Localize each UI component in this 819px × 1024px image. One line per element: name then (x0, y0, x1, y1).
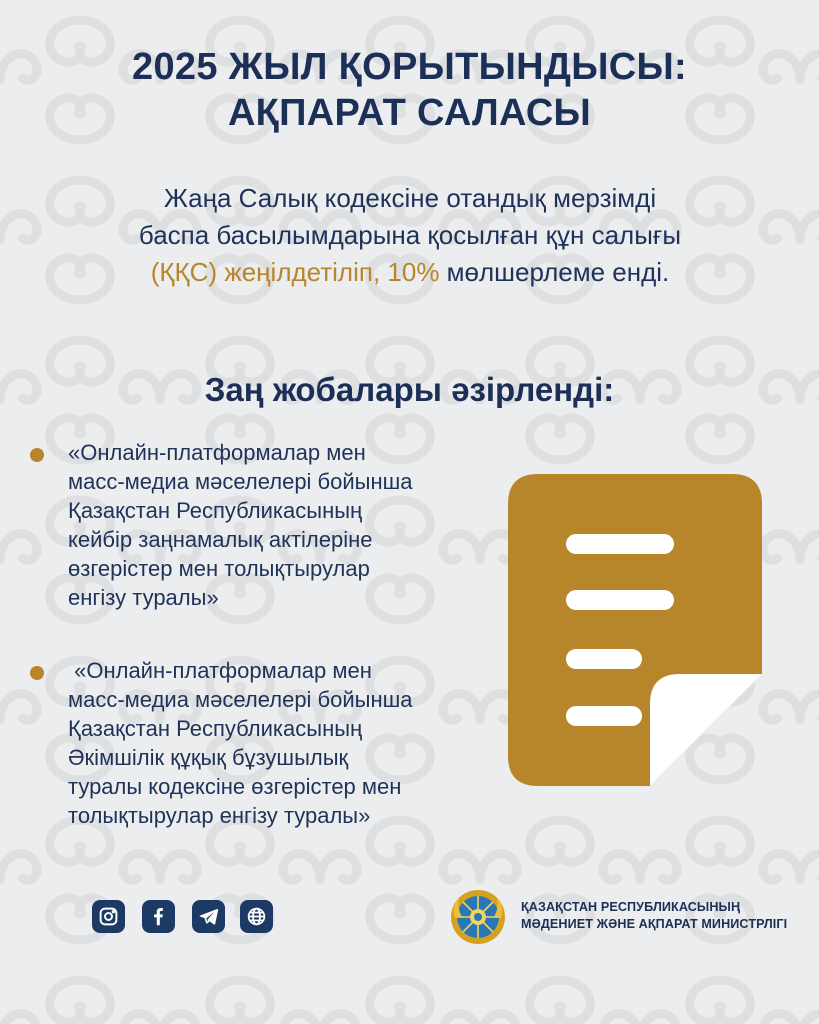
bill-text-line: «Онлайн-платформалар мен (68, 658, 372, 683)
title-line-1: 2025 ЖЫЛ ҚОРЫТЫНДЫСЫ: (132, 46, 687, 88)
kazakhstan-emblem-icon (449, 888, 507, 946)
bill-text-line: өзгерістер мен толықтырулар (68, 556, 370, 581)
intro-line-3-rest: мөлшерлеме енді. (439, 257, 670, 287)
ministry-line-2: МӘДЕНИЕТ ЖӘНЕ АҚПАРАТ МИНИСТРЛІГІ (521, 917, 788, 931)
intro-line-2: баспа басылымдарына қосылған құн салығы (138, 220, 682, 250)
facebook-icon[interactable] (142, 900, 175, 933)
vat-highlight: (ҚҚС) жеңілдетіліп, 10% (150, 257, 440, 287)
instagram-icon[interactable] (92, 900, 125, 933)
telegram-icon[interactable] (192, 900, 225, 933)
page-title (0, 44, 819, 136)
intro-line-1: Жаңа Салық кодексіне отандық мерзімді (163, 183, 657, 213)
bill-text-line: Қазақстан Республикасының (68, 498, 363, 523)
bills-section-title: Заң жобалары әзірленді: (204, 371, 615, 408)
bill-text-line: Қазақстан Республикасының (68, 716, 363, 741)
bill-text-line: Әкімшілік құқық бұзушылық (68, 745, 349, 770)
globe-icon[interactable] (240, 900, 273, 933)
intro-line-3 (60, 254, 760, 291)
bill-text-line: масс-медиа мәселелері бойынша (68, 687, 413, 712)
bill-text-line: «Онлайн-платформалар мен (68, 440, 366, 465)
ministry-name (521, 899, 787, 933)
bill-text-line: масс-медиа мәселелері бойынша (68, 469, 413, 494)
bill-text-line: туралы кодексіне өзгерістер мен (68, 774, 402, 799)
bill-item-2 (30, 656, 470, 830)
bill-text-line: кейбір заңнамалық актілеріне (68, 527, 373, 552)
bill-text-line: толықтырулар енгізу туралы» (68, 803, 371, 828)
bullet-dot (30, 448, 44, 462)
title-line-2: АҚПАРАТ САЛАСЫ (227, 92, 592, 134)
intro-paragraph (60, 180, 760, 291)
bill-item-1 (30, 438, 470, 612)
document-icon (508, 474, 762, 786)
bill-text-line: енгізу туралы» (68, 585, 219, 610)
bullet-dot (30, 666, 44, 680)
ministry-line-1: ҚАЗАҚСТАН РЕСПУБЛИКАСЫНЫҢ (521, 900, 741, 914)
